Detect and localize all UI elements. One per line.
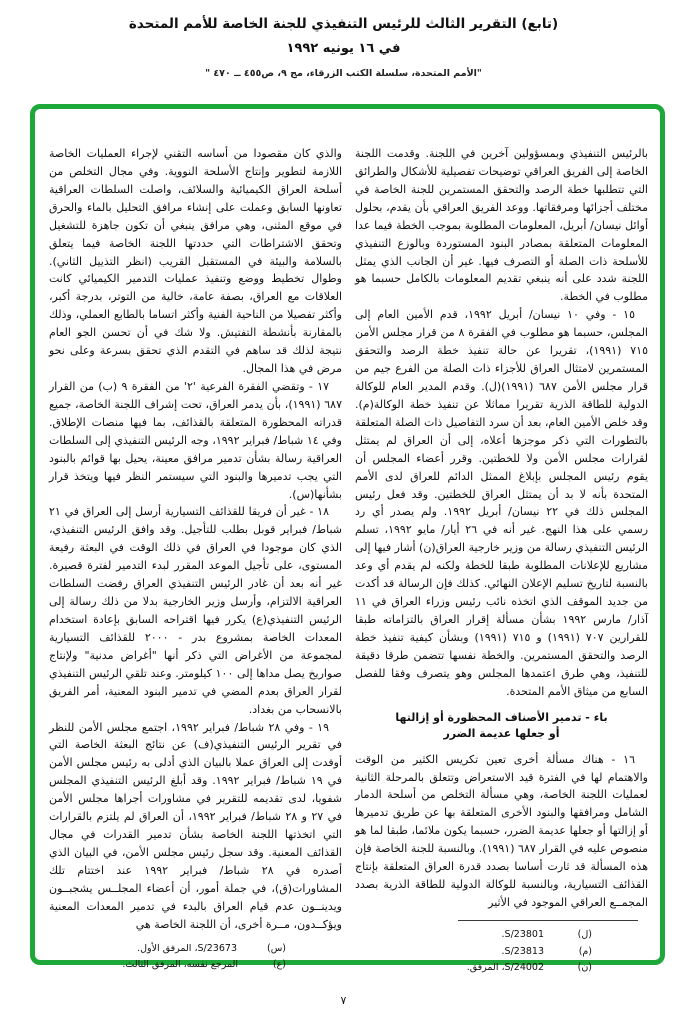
source-citation: "الأمم المتحدة، سلسلة الكتب الزرقاء، مج ٩، ص٤٥٥ ــ ٤٧٠ ": [205, 68, 482, 79]
paragraph-continuation: بالرئيس التنفيذي وبمسؤولين آخرين في اللجنة. وقدمت اللجنة الخاصة إلى الفريق العراقي توضيحات تفصيلية للأشكال والطرائق التي تتطلبها خطة الرصد والتحقق المستمرين للجنة الخاصة في مختلف أجزائها ومرفقاتها. ووعد الفريق العراقي بأن يقدم، بحلول أوائل نيسان/ أبريل، المعلومات المطلوبة بموجب الخطة فيما عدا المعلومات المتعلقة بمصادر البنود المستوردة وبالوزع التنفيذي للأسلحة ذات الصلة أو التصرف فيها. غير أن الجانب الذي يمثل اللجنة شدد على أنه ينبغي تقديم المعلومات بالكامل حسبما هو مطلوب في الخطة.: [355, 147, 648, 304]
paragraph-15: ١٥ - وفي ١٠ نيسان/ أبريل ١٩٩٢، قدم الأمين العام إلى المجلس، حسبما هو مطلوب في الفقرة ٨ من قرار مجلس الأمن ٧١٥ (١٩٩١)، تقريرا عن حالة تنفيذ خطة الرصد والتحقق المستمرين لامتثال العراق للأجزاء ذات الصلة من الفرع جيم من قرار مجلس الأمن ٦٨٧ (١٩٩١)(ل). وقدم المدير العام للوكالة الدولية للطاقة الذرية تقريرا مماثلا عن تنفيذ خطة الوكالة(م). وقد خلص الأمين العام، بعد أن سرد التفاصيل ذات الصلة المتعلقة بالتطورات التي ذكر موجزها أعلاه، إلى أن العراق لم يمتثل لقرارات مجلس الأمن ولا للخطتين. وقرر أعضاء المجلس أن يقوم رئيس المجلس بإبلاغ الممثل الدائم للعراق لدى الأمم المتحدة بأنه لا بد أن يمتثل العراق للخطتين. وقد فعل رئيس المجلس ذلك في ٢٢ نيسان/ أبريل ١٩٩٢. ولم يصدر أي رد رسمي على هذا النهج. غير أنه في ٢٦ أيار/ مايو ١٩٩٢، تسلم الرئيس التنفيذي رسالة من وزير خارجية العراق(ن) أشار فيها إلى مشاريع للإعلانات المطلوبة طبقا للخطة ولكنه لم يقدم أي وعد بالنسبة لتاريخ تسليم الإعلان النهائي. كذلك فإن الرسالة قد أكدت من جديد الموقف الذي اتخذه نائب رئيس وزراء العراق في ١١ آذار/ مارس ١٩٩٢ بشأن مسألة إقرار العراق بالتزاماته طبقا للقرارين ٧٠٧ (١٩٩١) و ٧١٥ (١٩٩١) وبشأن كيفية تنفيذ خطة الرصد والتحقق المستمرين. والخطة نفسها تتضمن طرقا دقيقة للتنفيذ، وهي طرق اعتمدها المجلس وهو يتصرف وفقا للفصل السابع من ميثاق الأمم المتحدة.: [355, 308, 649, 698]
footnote-text: S/23813.: [501, 945, 544, 957]
section-heading-line1: باء - تدمير الأصناف المحظورة أو إزالتها: [395, 710, 608, 724]
column-left: [49, 145, 343, 971]
page-number: ٧: [340, 994, 347, 1007]
document-date: في ١٦ يونيه ١٩٩٢: [286, 41, 401, 56]
paragraph-19: ١٩ - وفي ٢٨ شباط/ فبراير ١٩٩٢، اجتمع مجلس الأمن للنظر في تقرير الرئيس التنفيذي(ف) عن نتائج البعثة الخاصة التي أوفدت إلى العراق عملا بالبيان الذي أدلى به رئيس مجلس الأمن في ١٩ شباط/ فبراير ١٩٩٢. وقد أبلغ الرئيس التنفيذي المجلس شفويا، لدى تقديمه للتقرير في مشاورات أجراها مجلس الأمن في ٢٧ و ٢٨ شباط/ فبراير ١٩٩٢، أن العراق لم يلتزم بالقرارات التي اتخذتها اللجنة الخاصة بشأن تدمير القدرات في مجال القذائف المعنية. وقد سجل رئيس مجلس الأمن، في البيان الذي أصدره في ٢٨ شباط/ فبراير ١٩٩٢ عند اختتام تلك المشاورات(ق)، في جملة أمور، أن أعضاء المجلــس يشجبــون ويدينــون عدم قيام العراق بالبدء في تدمير المعدات المعنية ويؤكــدون، مــرة أخرى، أن اللجنة الخاصة هي: [49, 720, 343, 931]
footnote-text: S/23673، المرفق الأول.: [137, 942, 237, 954]
footnote-n: [355, 961, 648, 976]
footnote-divider: [458, 920, 638, 921]
footnote-marker: (ع): [272, 959, 286, 971]
footnote-marker: (ل): [577, 928, 592, 940]
paragraph-17: ١٧ - وتقضي الفقرة الفرعية '٢' من الفقرة ٩ (ب) من القرار ٦٨٧ (١٩٩١)، بأن يدمر العراق، تحت إشراف اللجنة الخاصة، جميع قدراته المحظورة المتعلقة بالقذائف، بما فيها منصات الإطلاق. وفي ١٤ شباط/ فبراير ١٩٩٢، وجه الرئيس التنفيذي إلى السلطات العراقية رسالة بشأن تدمير مرافق معينة، يحيل بها قوائم بالبنود التي يجب تدميرها والبنود التي سيستمر النظر فيها ويتخذ قرار بشأنها(س).: [49, 379, 342, 501]
document-frame: [30, 104, 665, 974]
footnote-seen: [49, 942, 342, 957]
footnote-marker: (س): [266, 942, 286, 954]
paragraph-18: ١٨ - غير أن فريقا للقذائف التسيارية أرسل إلى العراق في ٢١ شباط/ فبراير قوبل بطلب للتأجيل. وقد وافق الرئيس التنفيذي، الذي كان موجودا في العراق في ذلك الوقت في البعثة رفيعة المستوى، على تأجيل الموعد المقرر لبدء التدمير لفترة قصيرة. غير أنه بعد أن غادر الرئيس التنفيذي العراق رفضت السلطات العراقية الالتزام، وأرسل وزير الخارجية بدلا من ذلك رسالة إلى الرئيس التنفيذي(ع) يكرر فيها اقتراحه السابق بإعادة استخدام المعدات الخاصة بمشروع بدر - ٢٠٠٠ للقذائف التسيارية لمجموعة من الأغراض التي ذكر أنها "أغراض مدنية" ولإنتاج صواريخ يصل مداها إلى ١٠٠ كيلومتر. وعند تلقي الرئيس التنفيذي لقرار العراق بعدم المضي في تدمير البنود المعنية، أمر الفريق بالانسحاب من بغداد.: [49, 505, 343, 716]
footnotes-left: [49, 934, 342, 975]
two-column-layout: [35, 109, 660, 974]
footnote-ain: [49, 958, 342, 973]
column-right: [355, 145, 649, 974]
page-header: [0, 0, 687, 79]
footnote-marker: (ن): [577, 962, 592, 974]
section-heading-baa: [355, 710, 648, 743]
footnote-marker: (م): [578, 945, 592, 957]
footnote-text: S/23801.: [501, 928, 544, 940]
footnotes-right: [355, 912, 648, 978]
footnote-l: [355, 928, 648, 943]
footnote-text: المرجع نفسه، المرفق الثالث.: [122, 959, 238, 971]
document-title: (تابع) التقرير الثالث للرئيس التنفيذي للجنة الخاصة للأمم المتحدة: [128, 16, 559, 32]
paragraph-continuation: والذي كان مقصودا من أساسه التقني لإجراء العمليات الخاصة اللازمة لتطوير وإنتاج الأسلحة النووية. وفي مجال التخلص من أسلحة العراق الكيميائية والسلائف، واصلت السلطات العراقية تعاونها السابق وعملت على إنشاء مرافق التحليل بالماء والحرق في موقع المثنى، وهي مرافق ينبغي أن تكون جاهزة للتشغيل وتحقق الاشتراطات التي حددتها اللجنة الخاصة فيما يتعلق بالسلامة والبيئة في المستقبل القريب (انظر التذييل الثاني). وطوال تخطيط ووضع وتنفيذ عمليات التدمير الكيميائي كانت العلاقات مع العراق، بصفة عامة، خالية من التوتر، بدرجة أكبر، وأكثر تفصيلا من الناحية الفنية وأكثر اتساما بالطابع العملي، وذلك بالمقارنة بأنشطة التفتيش. ولا شك في أن تحسن الجو العام نتيجة لذلك قد ساهم في التقدم الذي تحقق بسرعة وعلى نحو مرض في هذا المجال.: [49, 147, 342, 376]
section-heading-line2: أو جعلها عديمة الضرر: [443, 727, 560, 741]
footnote-m: [355, 945, 648, 960]
paragraph-16: ١٦ - هناك مسألة أخرى تعين تكريس الكثير من الوقت والاهتمام لها في الفترة قيد الاستعراض وتتعلق بالمرحلة الثانية لعمليات اللجنة الخاصة، وهي مسألة التخلص من أسلحة الدمار الشامل ومرافقها والبنود الأخرى المتعلقة بها عن طريق تدميرها أو إزالتها أو جعلها عديمة الضرر، حسبما يكون ملائما، طبقا لما هو منصوص عليه في القرار ٦٨٧ (١٩٩١). وبالنسبة للجنة الخاصة فإن هذه المسألة قد ثارت أساسا بصدد قدرة العراق المتعلقة بإنتاج القذائف التسيارية، وبالنسبة للوكالة الدولية للطاقة الذرية بصدد المجمــع العراقي الموجود في الأثير: [355, 752, 649, 909]
footnote-text: S/24002، المرفق.: [466, 962, 544, 974]
